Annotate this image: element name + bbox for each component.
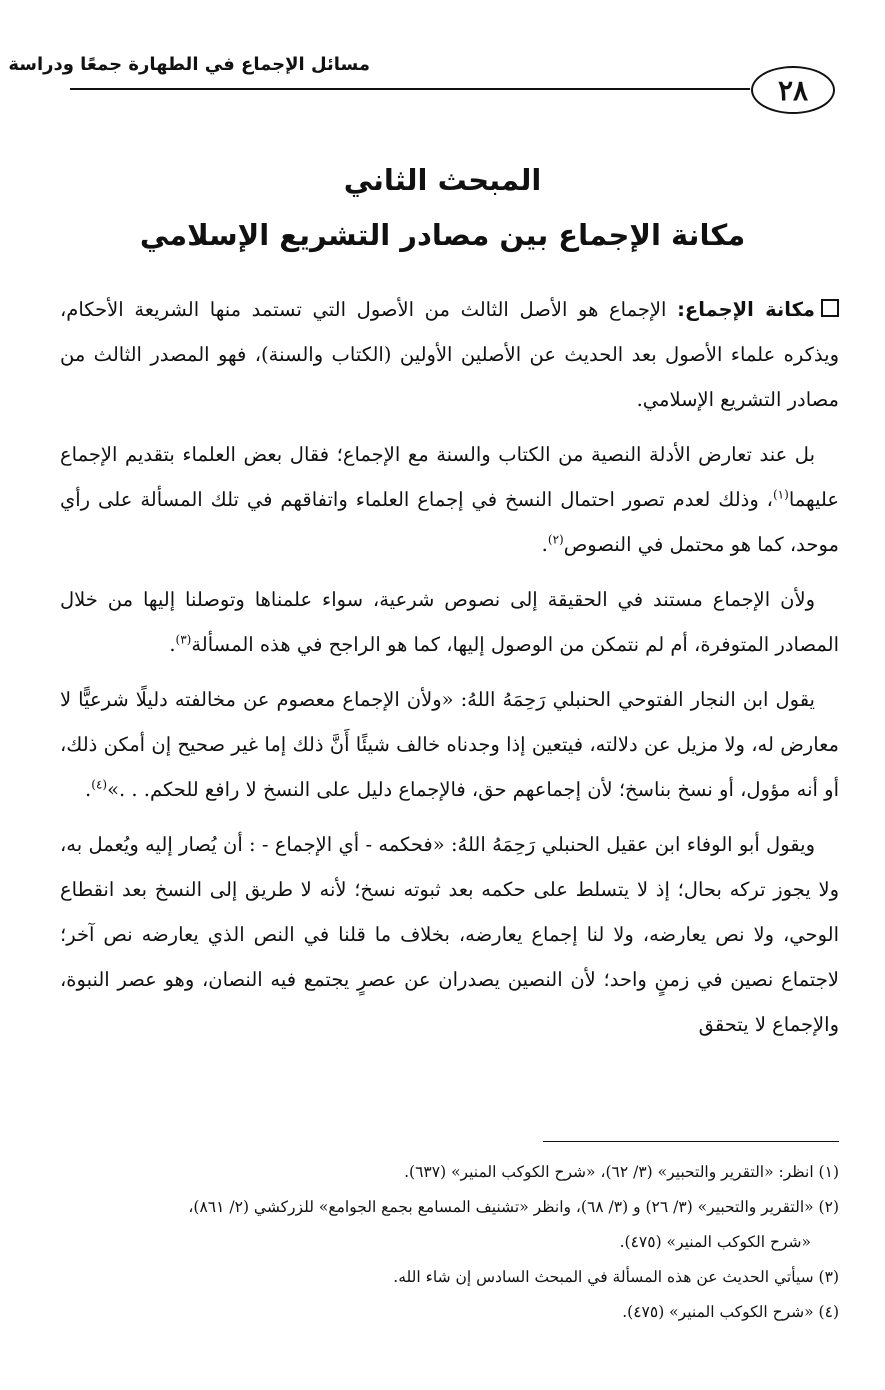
paragraph-text: ولأن الإجماع مستند في الحقيقة إلى نصوص شرعية، سواء علمناها وتوصلنا إليها من خلال المصادر المتوفرة، أم لم نتمكن من الوصول إليها، كما هو الراجح في هذه المسألة <box>60 588 839 656</box>
paragraph-4 <box>60 677 839 812</box>
footnotes <box>60 1155 839 1330</box>
chapter-heading: مكانة الإجماع بين مصادر التشريع الإسلامي <box>139 218 746 252</box>
paragraph-text: بل عند تعارض الأدلة النصية من الكتاب والسنة مع الإجماع؛ فقال بعض العلماء بتقديم الإجماع عليهما <box>60 443 839 511</box>
page-header <box>8 40 835 120</box>
footnote-4: (٤) «شرح الكوكب المنير» (٤٧٥). <box>622 1303 839 1321</box>
paragraph-text: يقول ابن النجار الفتوحي الحنبلي رَحِمَهُ اللهُ: «ولأن الإجماع معصوم عن مخالفته دليلًا شرعيًّا لا معارض له، ولا مزيل عن دلالته، فيتعين إذا وجدناه خالف شيئًا أَنَّ ذلك إما غير صحيح إن أمكن ذلك، أو أنه مؤول، أو نسخ بناسخ؛ لأن إجماعهم حق، فالإجماع دليل على النسخ لا رافع للحكم. . .» <box>60 688 839 801</box>
paragraph-5: ويقول أبو الوفاء ابن عقيل الحنبلي رَحِمَهُ اللهُ: «فحكمه - أي الإجماع - : أن يُصار إليه ويُعمل به، ولا يجوز تركه بحال؛ إذ لا يتسلط على حكمه بعد ثبوته نسخ؛ لأنه لا طريق إلى النسخ بعد انقطاع الوحي، ولا نص يعارضه، ولا لنا إجماع يعارضه، بخلاف ما قلنا في النص الذي يعارضه نص آخر؛ لاجتماع نصين في زمنٍ واحد؛ لأن النصين يصدران عن عصرٍ يجتمع فيه النصان، وهو عصر النبوة، والإجماع لا يتحقق <box>60 833 839 1036</box>
paragraph-text: . <box>169 633 176 656</box>
checkbox-square-icon <box>821 299 839 317</box>
footnote-ref: (٤) <box>91 777 108 792</box>
paragraph-3 <box>60 577 839 667</box>
paragraph-2 <box>60 432 839 567</box>
page-number: ٢٨ <box>751 66 835 114</box>
footnote-ref: (٢) <box>547 532 564 547</box>
running-title: مسائل الإجماع في الطهارة جمعًا ودراسة <box>8 54 370 75</box>
header-rule <box>70 88 750 90</box>
paragraph-text: ، وذلك لعدم تصور احتمال النسخ في إجماع العلماء واتفاقهم في تلك المسألة على رأي موحد، كما هو محتمل في النصوص <box>60 488 839 556</box>
paragraph-text: الإجماع هو الأصل الثالث من الأصول التي تستمد منها الشريعة الأحكام، ويذكره علماء الأصول بعد الحديث عن الأصلين الأولين (الكتاب والسنة)، فهو المصدر الثالث من مصادر التشريع الإسلامي. <box>60 298 839 411</box>
main-text <box>60 287 839 1057</box>
footnote-3: (٣) سيأتي الحديث عن هذه المسألة في المبحث السادس إن شاء الله. <box>393 1268 839 1286</box>
paragraph-lead: مكانة الإجماع: <box>677 298 815 321</box>
paragraph-1 <box>60 287 839 422</box>
footnote-2-continued: «شرح الكوكب المنير» (٤٧٥). <box>619 1233 811 1251</box>
footnote-2: (٢) «التقرير والتحبير» (٣/ ٢٦) و (٣/ ٦٨)، وانظر «تشنيف المسامع بجمع الجوامع» للزركشي (٢/ ٨٦١)، <box>188 1198 839 1216</box>
section-title: المبحث الثاني <box>343 163 542 197</box>
footnote-ref: (٣) <box>175 632 192 647</box>
paragraph-text: . <box>541 533 548 556</box>
footnote-rule <box>543 1141 839 1142</box>
footnote-1: (١) انظر: «التقرير والتحبير» (٣/ ٦٢)، «شرح الكوكب المنير» (٦٣٧). <box>404 1163 839 1181</box>
paragraph-text: . <box>85 778 92 801</box>
footnote-ref: (١) <box>772 487 789 502</box>
